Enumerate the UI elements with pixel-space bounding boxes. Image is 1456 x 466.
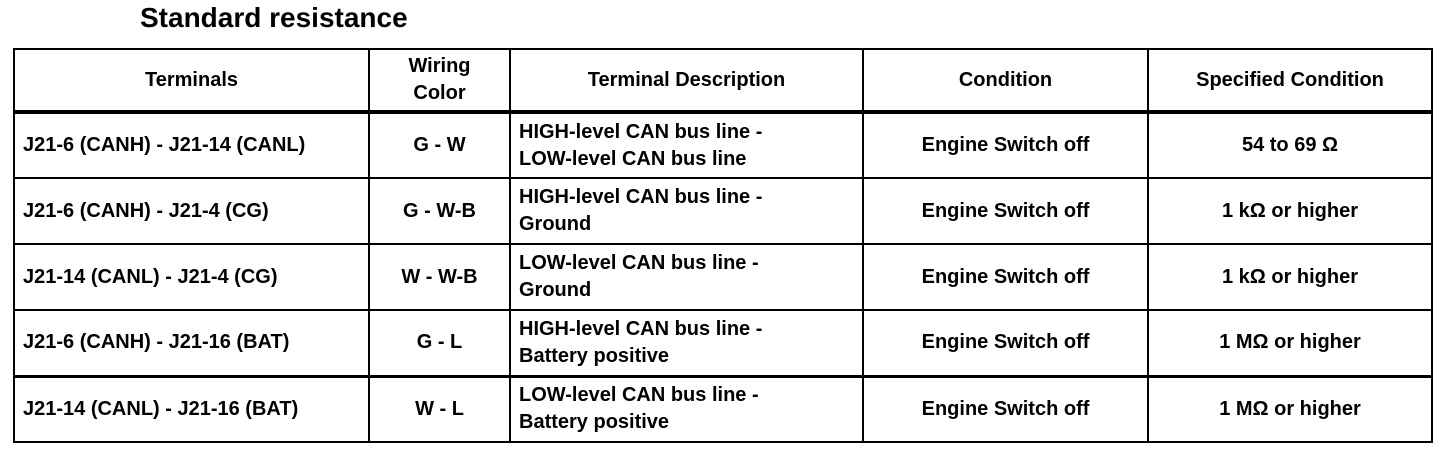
cell-specified-condition: 1 kΩ or higher bbox=[1148, 244, 1432, 310]
cell-specified-condition: 1 kΩ or higher bbox=[1148, 178, 1432, 244]
table-row bbox=[14, 376, 1432, 442]
standard-resistance-table bbox=[13, 48, 1433, 443]
description-line-2: Ground bbox=[519, 279, 592, 301]
cell-wiring-color: G - W-B bbox=[369, 178, 510, 244]
description-line-2: Ground bbox=[519, 213, 592, 235]
description-line-1: LOW-level CAN bus line - bbox=[519, 384, 759, 407]
header-wiring-color-line1: Wiring bbox=[408, 55, 471, 77]
table-row bbox=[14, 112, 1432, 178]
description-line-1: LOW-level CAN bus line - bbox=[519, 252, 759, 274]
table-row bbox=[14, 244, 1432, 310]
description-line-2: Battery positive bbox=[519, 344, 670, 367]
cell-specified-condition: 1 MΩ or higher bbox=[1148, 310, 1432, 376]
table-row bbox=[14, 310, 1432, 376]
cell-terminal-description bbox=[510, 376, 863, 442]
cell-specified-condition: 1 MΩ or higher bbox=[1148, 376, 1432, 442]
cell-wiring-color: G - W bbox=[369, 112, 510, 178]
cell-terminals: J21-14 (CANL) - J21-4 (CG) bbox=[14, 244, 369, 310]
cell-wiring-color: W - L bbox=[369, 376, 510, 442]
header-wiring-color bbox=[369, 49, 510, 112]
cell-condition: Engine Switch off bbox=[863, 310, 1148, 376]
page-title: Standard resistance bbox=[140, 2, 408, 33]
cell-specified-condition: 54 to 69 Ω bbox=[1148, 112, 1432, 178]
cell-terminals: J21-6 (CANH) - J21-14 (CANL) bbox=[14, 112, 369, 178]
description-line-2: Battery positive bbox=[519, 411, 670, 434]
table-header-row bbox=[14, 49, 1432, 112]
header-terminal-description: Terminal Description bbox=[510, 49, 863, 112]
cell-terminal-description bbox=[510, 310, 863, 376]
description-line-1: HIGH-level CAN bus line - bbox=[519, 120, 763, 143]
description-line-1: HIGH-level CAN bus line - bbox=[519, 186, 763, 208]
cell-terminals: J21-6 (CANH) - J21-4 (CG) bbox=[14, 178, 369, 244]
header-specified-condition: Specified Condition bbox=[1148, 49, 1432, 112]
cell-terminals: J21-14 (CANL) - J21-16 (BAT) bbox=[14, 376, 369, 442]
cell-condition: Engine Switch off bbox=[863, 376, 1148, 442]
cell-terminal-description bbox=[510, 112, 863, 178]
cell-condition: Engine Switch off bbox=[863, 178, 1148, 244]
cell-condition: Engine Switch off bbox=[863, 112, 1148, 178]
cell-wiring-color: W - W-B bbox=[369, 244, 510, 310]
description-line-1: HIGH-level CAN bus line - bbox=[519, 317, 763, 340]
cell-terminal-description bbox=[510, 244, 863, 310]
header-wiring-color-line2: Color bbox=[413, 82, 466, 104]
cell-wiring-color: G - L bbox=[369, 310, 510, 376]
cell-condition: Engine Switch off bbox=[863, 244, 1148, 310]
header-condition: Condition bbox=[863, 49, 1148, 112]
header-terminals: Terminals bbox=[14, 49, 369, 112]
description-line-2: LOW-level CAN bus line bbox=[519, 147, 747, 170]
table-row bbox=[14, 178, 1432, 244]
cell-terminals: J21-6 (CANH) - J21-16 (BAT) bbox=[14, 310, 369, 376]
cell-terminal-description bbox=[510, 178, 863, 244]
